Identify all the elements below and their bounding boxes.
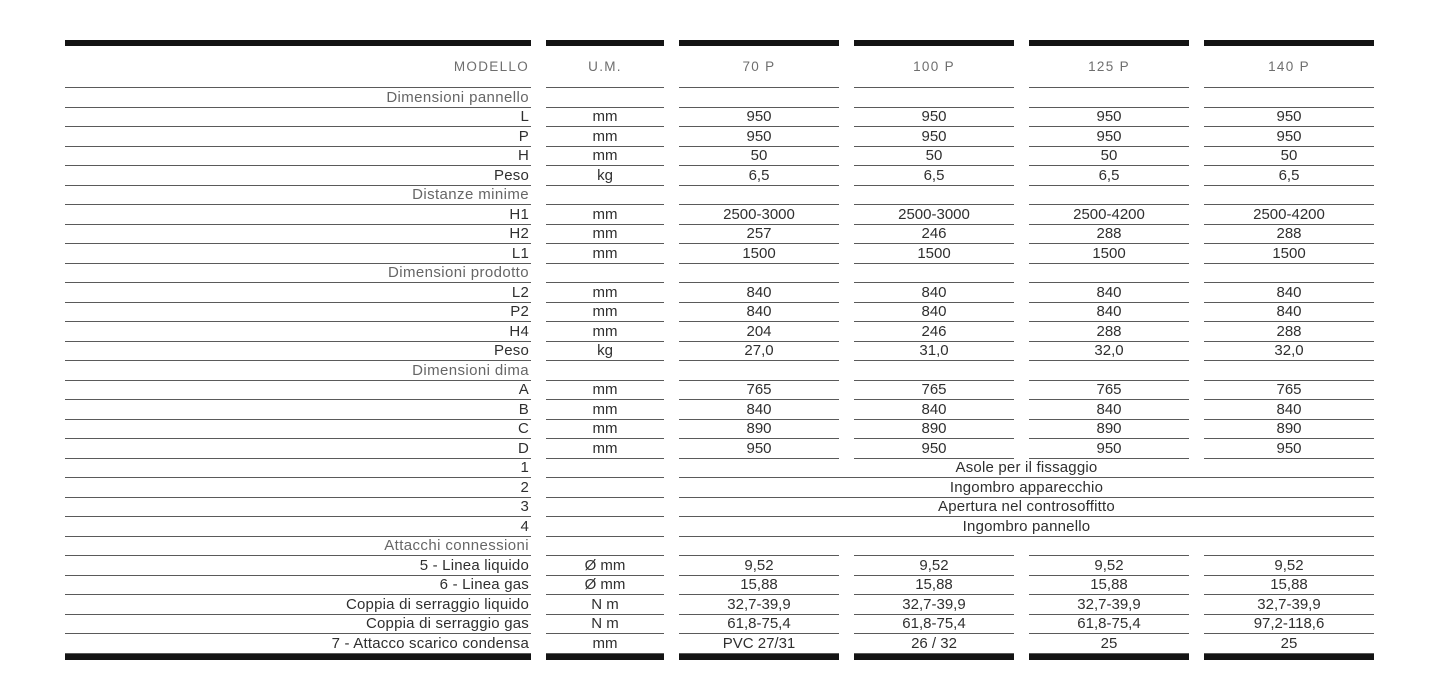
table-row: [65, 166, 1374, 186]
bottom-rule: [65, 654, 1374, 660]
value-cell: 950: [679, 108, 839, 128]
row-label: 7 - Attacco scarico condensa: [65, 634, 531, 654]
unit-cell: [546, 361, 664, 381]
unit-cell: mm: [546, 634, 664, 654]
value-cell: [1204, 537, 1374, 557]
value-cell: 31,0: [854, 342, 1014, 362]
value-cell: [854, 88, 1014, 108]
value-cell: 32,7-39,9: [679, 595, 839, 615]
span-text: Apertura nel controsoffitto: [679, 498, 1374, 518]
value-cell: PVC 27/31: [679, 634, 839, 654]
value-cell: [854, 537, 1014, 557]
unit-cell: mm: [546, 225, 664, 245]
value-cell: [1204, 264, 1374, 284]
value-cell: 15,88: [679, 576, 839, 596]
unit-cell: N m: [546, 595, 664, 615]
value-cell: [679, 537, 839, 557]
value-cell: 50: [1029, 147, 1189, 167]
value-cell: 890: [1204, 420, 1374, 440]
value-cell: [854, 186, 1014, 206]
bottom-rule-segment: [679, 654, 839, 660]
unit-cell: mm: [546, 420, 664, 440]
unit-cell: mm: [546, 322, 664, 342]
value-cell: 97,2-118,6: [1204, 615, 1374, 635]
value-cell: 950: [1204, 439, 1374, 459]
unit-cell: [546, 88, 664, 108]
value-cell: 950: [679, 127, 839, 147]
value-cell: [1029, 264, 1189, 284]
row-label: L1: [65, 244, 531, 264]
value-cell: [1204, 88, 1374, 108]
section-label: Dimensioni dima: [65, 361, 531, 381]
value-cell: [1029, 88, 1189, 108]
value-cell: 32,7-39,9: [1204, 595, 1374, 615]
value-cell: 246: [854, 225, 1014, 245]
value-cell: 50: [1204, 147, 1374, 167]
value-cell: 2500-3000: [854, 205, 1014, 225]
table-row: [65, 439, 1374, 459]
row-label: H1: [65, 205, 531, 225]
table-row: [65, 147, 1374, 167]
unit-cell: mm: [546, 283, 664, 303]
unit-cell: [546, 186, 664, 206]
value-cell: 9,52: [1204, 556, 1374, 576]
value-cell: 50: [854, 147, 1014, 167]
value-cell: 61,8-75,4: [679, 615, 839, 635]
row-label: 5 - Linea liquido: [65, 556, 531, 576]
value-cell: 288: [1204, 225, 1374, 245]
value-cell: 950: [854, 108, 1014, 128]
table-row: [65, 634, 1374, 654]
column-header-125p: 125 P: [1029, 46, 1189, 88]
row-label: 2: [65, 478, 531, 498]
value-cell: [679, 361, 839, 381]
value-cell: 890: [854, 420, 1014, 440]
span-row: [65, 478, 1374, 498]
row-label: Coppia di serraggio liquido: [65, 595, 531, 615]
column-header-modello: MODELLO: [65, 46, 531, 88]
value-cell: 25: [1029, 634, 1189, 654]
unit-cell: [546, 459, 664, 479]
table-row: [65, 615, 1374, 635]
bottom-rule-segment: [854, 654, 1014, 660]
unit-cell: [546, 478, 664, 498]
column-header-140p: 140 P: [1204, 46, 1374, 88]
value-cell: 840: [1029, 400, 1189, 420]
span-text: Ingombro pannello: [679, 517, 1374, 537]
unit-cell: Ø mm: [546, 556, 664, 576]
value-cell: 840: [1029, 303, 1189, 323]
value-cell: 2500-3000: [679, 205, 839, 225]
row-label: 6 - Linea gas: [65, 576, 531, 596]
value-cell: 2500-4200: [1204, 205, 1374, 225]
value-cell: 27,0: [679, 342, 839, 362]
value-cell: 25: [1204, 634, 1374, 654]
row-label: 1: [65, 459, 531, 479]
value-cell: 6,5: [1204, 166, 1374, 186]
value-cell: 950: [1029, 108, 1189, 128]
value-cell: 9,52: [1029, 556, 1189, 576]
row-label: C: [65, 420, 531, 440]
spec-table: [65, 40, 1374, 660]
value-cell: [679, 264, 839, 284]
bottom-rule-segment: [1204, 654, 1374, 660]
table-header-row: [65, 46, 1374, 88]
value-cell: [679, 88, 839, 108]
unit-cell: N m: [546, 615, 664, 635]
unit-cell: mm: [546, 244, 664, 264]
value-cell: 840: [679, 283, 839, 303]
table-row: [65, 381, 1374, 401]
value-cell: [1204, 186, 1374, 206]
unit-cell: mm: [546, 147, 664, 167]
value-cell: 61,8-75,4: [1029, 615, 1189, 635]
value-cell: 9,52: [854, 556, 1014, 576]
value-cell: 246: [854, 322, 1014, 342]
value-cell: 1500: [1029, 244, 1189, 264]
value-cell: 1500: [1204, 244, 1374, 264]
value-cell: 257: [679, 225, 839, 245]
section-row: [65, 361, 1374, 381]
table-row: [65, 303, 1374, 323]
section-row: [65, 537, 1374, 557]
value-cell: 840: [679, 303, 839, 323]
table-row: [65, 322, 1374, 342]
column-header-100p: 100 P: [854, 46, 1014, 88]
row-label: Peso: [65, 166, 531, 186]
span-row: [65, 498, 1374, 518]
section-label: Dimensioni pannello: [65, 88, 531, 108]
value-cell: [1029, 537, 1189, 557]
row-label: H: [65, 147, 531, 167]
value-cell: 765: [1029, 381, 1189, 401]
value-cell: 950: [854, 127, 1014, 147]
table-row: [65, 127, 1374, 147]
value-cell: 9,52: [679, 556, 839, 576]
value-cell: 840: [1204, 400, 1374, 420]
value-cell: 840: [854, 283, 1014, 303]
unit-cell: mm: [546, 400, 664, 420]
row-label: P2: [65, 303, 531, 323]
value-cell: [854, 361, 1014, 381]
value-cell: [854, 264, 1014, 284]
table-row: [65, 225, 1374, 245]
row-label: P: [65, 127, 531, 147]
value-cell: 765: [679, 381, 839, 401]
value-cell: 950: [1204, 108, 1374, 128]
value-cell: 950: [854, 439, 1014, 459]
value-cell: 26 / 32: [854, 634, 1014, 654]
value-cell: 840: [1204, 303, 1374, 323]
table-row: [65, 420, 1374, 440]
value-cell: 765: [854, 381, 1014, 401]
span-row: [65, 517, 1374, 537]
table-row: [65, 205, 1374, 225]
value-cell: 840: [679, 400, 839, 420]
bottom-rule-segment: [546, 654, 664, 660]
value-cell: 890: [679, 420, 839, 440]
row-label: A: [65, 381, 531, 401]
unit-cell: kg: [546, 166, 664, 186]
value-cell: 840: [854, 303, 1014, 323]
value-cell: [679, 186, 839, 206]
row-label: Peso: [65, 342, 531, 362]
value-cell: 32,0: [1029, 342, 1189, 362]
value-cell: 840: [854, 400, 1014, 420]
table-row: [65, 556, 1374, 576]
bottom-rule-segment: [1029, 654, 1189, 660]
span-row: [65, 459, 1374, 479]
value-cell: 950: [1204, 127, 1374, 147]
value-cell: 15,88: [1204, 576, 1374, 596]
value-cell: 6,5: [679, 166, 839, 186]
value-cell: [1204, 361, 1374, 381]
unit-cell: mm: [546, 303, 664, 323]
column-header-um: U.M.: [546, 46, 664, 88]
row-label: 4: [65, 517, 531, 537]
value-cell: 1500: [854, 244, 1014, 264]
value-cell: [1029, 361, 1189, 381]
table-row: [65, 342, 1374, 362]
value-cell: 288: [1029, 225, 1189, 245]
bottom-rule-segment: [65, 654, 531, 660]
value-cell: 950: [1029, 439, 1189, 459]
row-label: L: [65, 108, 531, 128]
table-row: [65, 576, 1374, 596]
unit-cell: [546, 498, 664, 518]
unit-cell: [546, 537, 664, 557]
row-label: Coppia di serraggio gas: [65, 615, 531, 635]
section-label: Attacchi connessioni: [65, 537, 531, 557]
section-label: Dimensioni prodotto: [65, 264, 531, 284]
value-cell: [1029, 186, 1189, 206]
value-cell: 2500-4200: [1029, 205, 1189, 225]
value-cell: 890: [1029, 420, 1189, 440]
row-label: H4: [65, 322, 531, 342]
unit-cell: mm: [546, 439, 664, 459]
value-cell: 840: [1204, 283, 1374, 303]
value-cell: 288: [1029, 322, 1189, 342]
unit-cell: [546, 517, 664, 537]
value-cell: 6,5: [1029, 166, 1189, 186]
value-cell: 6,5: [854, 166, 1014, 186]
unit-cell: [546, 264, 664, 284]
unit-cell: Ø mm: [546, 576, 664, 596]
value-cell: 32,0: [1204, 342, 1374, 362]
value-cell: 15,88: [1029, 576, 1189, 596]
unit-cell: mm: [546, 108, 664, 128]
section-label: Distanze minime: [65, 186, 531, 206]
row-label: L2: [65, 283, 531, 303]
value-cell: 32,7-39,9: [1029, 595, 1189, 615]
value-cell: 32,7-39,9: [854, 595, 1014, 615]
value-cell: 765: [1204, 381, 1374, 401]
column-header-70p: 70 P: [679, 46, 839, 88]
span-text: Ingombro apparecchio: [679, 478, 1374, 498]
table-row: [65, 595, 1374, 615]
value-cell: 61,8-75,4: [854, 615, 1014, 635]
unit-cell: kg: [546, 342, 664, 362]
section-row: [65, 264, 1374, 284]
value-cell: 1500: [679, 244, 839, 264]
row-label: 3: [65, 498, 531, 518]
section-row: [65, 186, 1374, 206]
section-row: [65, 88, 1374, 108]
unit-cell: mm: [546, 381, 664, 401]
table-row: [65, 283, 1374, 303]
row-label: H2: [65, 225, 531, 245]
unit-cell: mm: [546, 205, 664, 225]
value-cell: 950: [1029, 127, 1189, 147]
span-text: Asole per il fissaggio: [679, 459, 1374, 479]
table-row: [65, 400, 1374, 420]
value-cell: 15,88: [854, 576, 1014, 596]
value-cell: 204: [679, 322, 839, 342]
value-cell: 50: [679, 147, 839, 167]
table-row: [65, 108, 1374, 128]
row-label: D: [65, 439, 531, 459]
unit-cell: mm: [546, 127, 664, 147]
value-cell: 288: [1204, 322, 1374, 342]
table-row: [65, 244, 1374, 264]
row-label: B: [65, 400, 531, 420]
table-body: [65, 88, 1374, 654]
value-cell: 840: [1029, 283, 1189, 303]
value-cell: 950: [679, 439, 839, 459]
